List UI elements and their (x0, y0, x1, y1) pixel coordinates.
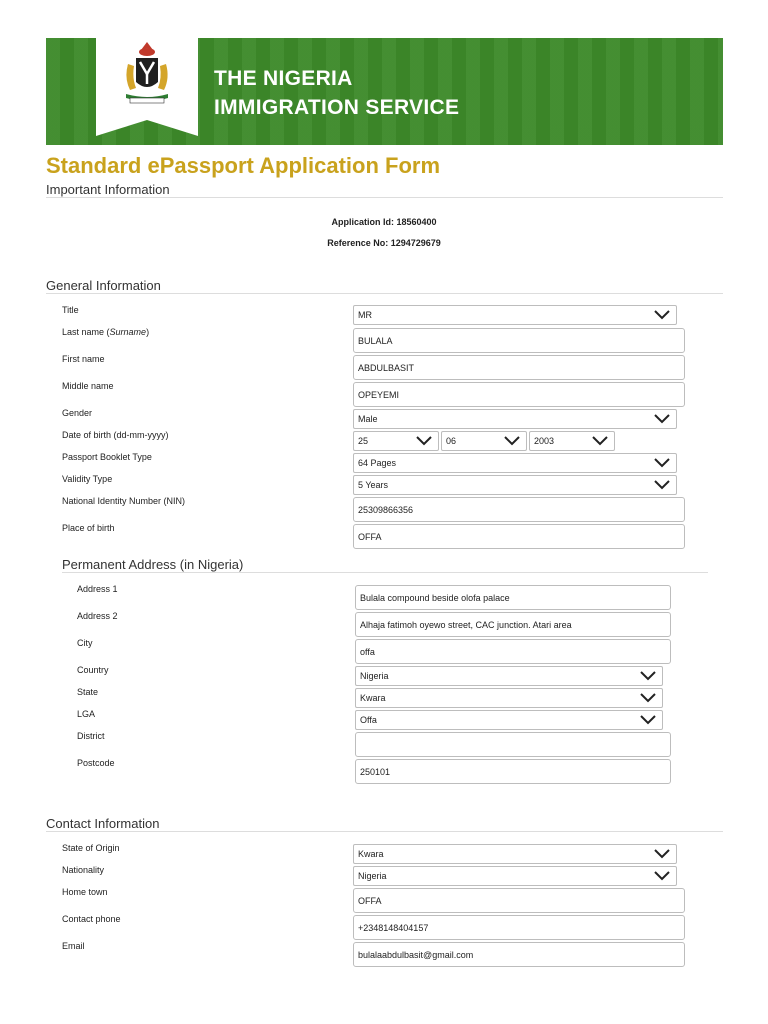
middlename-label: Middle name (62, 381, 114, 391)
application-id: Application Id: 18560400 (331, 217, 437, 227)
validity-select[interactable] (353, 475, 677, 495)
form-title: Standard ePassport Application Form (46, 153, 441, 178)
chevron-down-icon (654, 458, 670, 468)
origin-select-value: Kwara (358, 849, 384, 859)
hometown-input[interactable]: OFFA (353, 888, 685, 913)
chevron-down-icon (416, 436, 432, 446)
title-select[interactable] (353, 305, 677, 325)
origin-select[interactable] (353, 844, 677, 864)
lga-select[interactable] (355, 710, 663, 730)
hometown-label: Home town (62, 887, 108, 897)
chevron-down-icon (504, 436, 520, 446)
dob-day-value: 25 (358, 436, 369, 446)
nationality-select-value: Nigeria (358, 871, 387, 881)
country-label: Country (77, 665, 109, 675)
banner-title-line1: THE NIGERIA (214, 67, 353, 90)
lastname-input[interactable]: BULALA (353, 328, 685, 353)
address1-label: Address 1 (77, 584, 118, 594)
validity-label: Validity Type (62, 474, 113, 484)
lastname-label: Last name (Surname) (62, 327, 150, 337)
booklet-label: Passport Booklet Type (62, 452, 152, 462)
gender-label: Gender (62, 408, 93, 418)
nationality-select[interactable] (353, 866, 677, 886)
postcode-input[interactable]: 250101 (355, 759, 671, 784)
address2-label: Address 2 (77, 611, 118, 621)
general-info-heading: General Information (46, 278, 161, 293)
district-input[interactable] (355, 732, 671, 757)
dob-day-select[interactable] (353, 431, 439, 451)
country-select-value: Nigeria (360, 671, 389, 681)
banner-title-line2: IMMIGRATION SERVICE (214, 96, 460, 119)
address2-input[interactable]: Alhaja fatimoh oyewo street, CAC junction. Atari area (355, 612, 671, 637)
lga-label: LGA (77, 709, 96, 719)
header-banner (46, 38, 723, 145)
dob-year-select[interactable] (529, 431, 615, 451)
title-label: Title (62, 305, 79, 315)
dob-year-value: 2003 (534, 436, 555, 446)
address-heading: Permanent Address (in Nigeria) (62, 557, 244, 572)
chevron-down-icon (640, 693, 656, 703)
email-input[interactable]: bulalaabdulbasit@gmail.com (353, 942, 685, 967)
divider (46, 831, 723, 832)
postcode-label: Postcode (77, 758, 115, 768)
firstname-label: First name (62, 354, 105, 364)
phone-input[interactable]: +2348148404157 (353, 915, 685, 940)
contact-heading: Contact Information (46, 816, 160, 831)
chevron-down-icon (654, 849, 670, 859)
gender-select-value: Male (358, 414, 378, 424)
chevron-down-icon (640, 715, 656, 725)
divider (46, 293, 723, 294)
nationality-label: Nationality (62, 865, 105, 875)
state-select[interactable] (355, 688, 663, 708)
nin-input[interactable]: 25309866356 (353, 497, 685, 522)
crest-ribbon-tail (96, 120, 198, 136)
chevron-down-icon (654, 414, 670, 424)
reference-no: Reference No: 1294729679 (327, 238, 441, 248)
chevron-down-icon (640, 671, 656, 681)
divider (62, 572, 708, 573)
pob-label: Place of birth (62, 523, 115, 533)
coat-of-arms-icon (116, 38, 178, 108)
validity-select-value: 5 Years (358, 480, 389, 490)
city-input[interactable]: offa (355, 639, 671, 664)
divider (46, 197, 723, 198)
lga-select-value: Offa (360, 715, 377, 725)
phone-label: Contact phone (62, 914, 121, 924)
country-select[interactable] (355, 666, 663, 686)
pob-input[interactable]: OFFA (353, 524, 685, 549)
chevron-down-icon (654, 871, 670, 881)
middlename-input[interactable]: OPEYEMI (353, 382, 685, 407)
district-label: District (77, 731, 105, 741)
state-label: State (77, 687, 99, 697)
origin-label: State of Origin (62, 843, 120, 853)
banner-title (214, 64, 459, 122)
firstname-input[interactable]: ABDULBASIT (353, 355, 685, 380)
city-label: City (77, 638, 93, 648)
booklet-select-value: 64 Pages (358, 458, 397, 468)
chevron-down-icon (654, 310, 670, 320)
state-select-value: Kwara (360, 693, 386, 703)
gender-select[interactable] (353, 409, 677, 429)
booklet-select[interactable] (353, 453, 677, 473)
dob-month-select[interactable] (441, 431, 527, 451)
dob-label: Date of birth (dd-mm-yyyy) (62, 430, 169, 440)
surname-emphasis: Surname (109, 327, 147, 337)
chevron-down-icon (654, 480, 670, 490)
email-label: Email (62, 941, 85, 951)
chevron-down-icon (592, 436, 608, 446)
address1-input[interactable]: Bulala compound beside olofa palace (355, 585, 671, 610)
important-info-heading: Important Information (46, 182, 170, 197)
title-select-value: MR (358, 310, 372, 320)
dob-month-value: 06 (446, 436, 457, 446)
nin-label: National Identity Number (NIN) (62, 496, 186, 506)
